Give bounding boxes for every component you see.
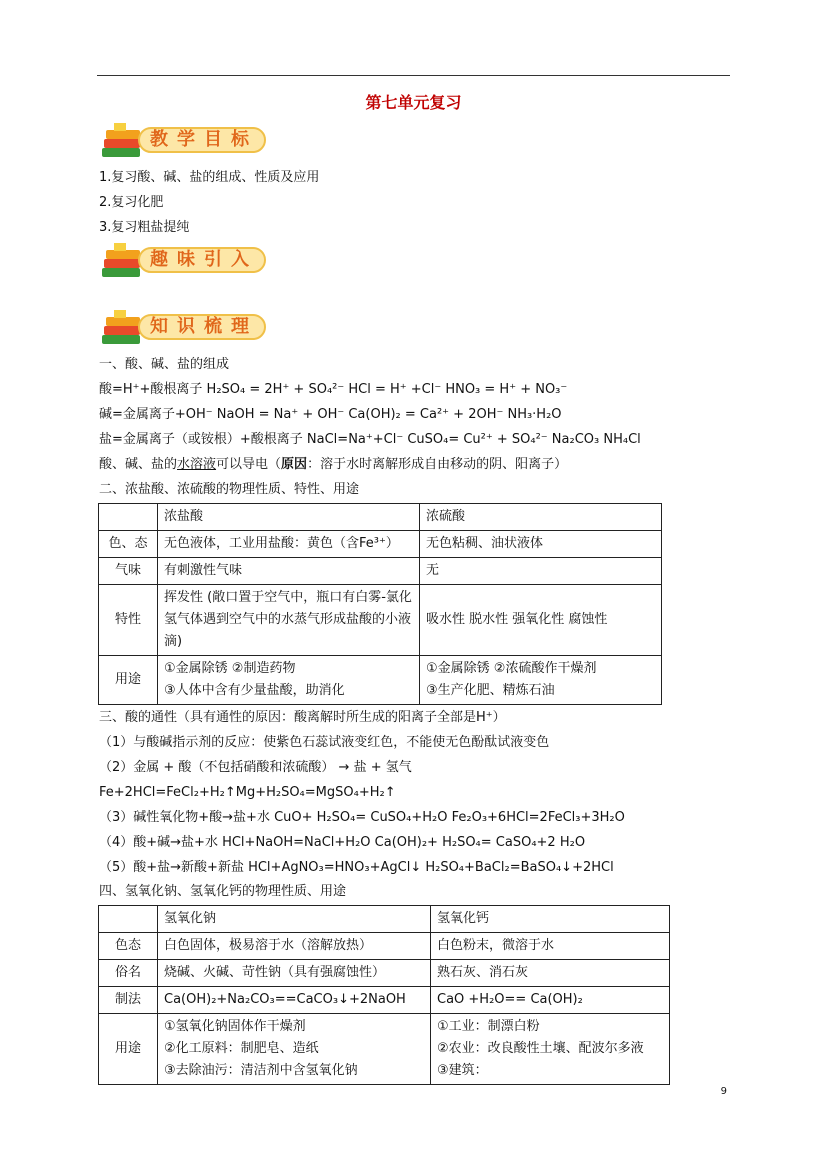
table-cell: Ca(OH)₂+Na₂CO₃==CaCO₃↓+2NaOH <box>158 987 431 1014</box>
acid-property: （4）酸+碱→盐+水 HCl+NaOH=NaCl+H₂O Ca(OH)₂+ H₂SO₄= CaSO₄+2 H₂O <box>99 835 586 850</box>
goal-item: 3.复习粗盐提纯 <box>99 220 190 235</box>
section-heading: 一、酸、碱、盐的组成 <box>99 357 230 372</box>
acid-composition: 酸=H⁺+酸根离子 H₂SO₄ = 2H⁺ + SO₄²⁻ HCl = H⁺ +Cl⁻ HNO₃ = H⁺ + NO₃⁻ <box>99 382 568 397</box>
table-cell: 白色固体，极易溶于水（溶解放热） <box>158 933 431 960</box>
section-heading: 三、酸的通性（具有通性的原因：酸离解时所生成的阳离子全部是H⁺） <box>99 710 506 725</box>
badge-knowledge <box>100 309 270 347</box>
badge-label: 教学目标 <box>150 129 258 150</box>
table-cell: 无 <box>420 558 662 585</box>
table-row <box>99 656 662 705</box>
table-cell: 无色粘稠、油状液体 <box>420 531 662 558</box>
table-cell: ①金属除锈 ②浓硫酸作干燥剂 ③生产化肥、精炼石油 <box>420 656 662 705</box>
goal-item: 2.复习化肥 <box>99 195 164 210</box>
table-row <box>99 960 670 987</box>
table-row <box>99 585 662 656</box>
acid-property: （1）与酸碱指示剂的反应：使紫色石蕊试液变红色，不能使无色酚酞试液变色 <box>99 735 550 750</box>
table-cell: 特性 <box>99 585 158 656</box>
badge-label: 知识梳理 <box>150 316 258 337</box>
table-cell: 烧碱、火碱、苛性钠（具有强腐蚀性） <box>158 960 431 987</box>
conductivity-note: 酸、碱、盐的水溶液可以导电（原因：溶于水时离解形成自由移动的阴、阳离子） <box>99 457 568 472</box>
table-cell: 浓硫酸 <box>420 504 662 531</box>
table-cell: 吸水性 脱水性 强氧化性 腐蚀性 <box>420 585 662 656</box>
table-cell: 白色粉末，微溶于水 <box>431 933 670 960</box>
badge-teaching-goals <box>100 122 270 160</box>
acid-table <box>98 503 662 705</box>
section-heading: 四、氢氧化钠、氢氧化钙的物理性质、用途 <box>99 884 347 899</box>
section-heading: 二、浓盐酸、浓硫酸的物理性质、特性、用途 <box>99 482 360 497</box>
table-cell: 氢氧化钙 <box>431 906 670 933</box>
salt-composition: 盐=金属离子（或铵根）+酸根离子 NaCl=Na⁺+Cl⁻ CuSO₄= Cu²⁺ + SO₄²⁻ Na₂CO₃ NH₄Cl <box>99 432 641 447</box>
table-cell: 色、态 <box>99 531 158 558</box>
table-cell: ①氢氧化钠固体作干燥剂 ②化工原料：制肥皂、造纸 ③去除油污：清洁剂中含氢氧化钠 <box>158 1014 431 1085</box>
acid-property: （3）碱性氧化物+酸→盐+水 CuO+ H₂SO₄= CuSO₄+H₂O Fe₂O₃+6HCl=2FeCl₃+3H₂O <box>99 810 625 825</box>
table-row <box>99 933 670 960</box>
table-header-row <box>99 504 662 531</box>
table-cell: 熟石灰、消石灰 <box>431 960 670 987</box>
table-header-row <box>99 906 670 933</box>
table-cell <box>99 906 158 933</box>
table-row <box>99 558 662 585</box>
badge-label: 趣味引入 <box>150 249 258 270</box>
acid-property: （2）金属 + 酸（不包括硝酸和浓硫酸） → 盐 + 氢气 <box>99 760 412 775</box>
table-cell: 俗名 <box>99 960 158 987</box>
table-cell: 制法 <box>99 987 158 1014</box>
base-table <box>98 905 670 1085</box>
table-cell: ①工业：制漂白粉 ②农业：改良酸性土壤、配波尔多液 ③建筑： <box>431 1014 670 1085</box>
goal-item: 1.复习酸、碱、盐的组成、性质及应用 <box>99 170 320 185</box>
table-row <box>99 531 662 558</box>
table-cell: 有刺激性气味 <box>158 558 420 585</box>
page-number: 9 <box>720 1086 727 1097</box>
base-composition: 碱=金属离子+OH⁻ NaOH = Na⁺ + OH⁻ Ca(OH)₂ = Ca²⁺ + 2OH⁻ NH₃·H₂O <box>99 407 562 422</box>
page-title: 第七单元复习 <box>365 93 462 112</box>
badge-fun-intro <box>100 242 270 280</box>
table-cell: 气味 <box>99 558 158 585</box>
header-rule <box>97 75 730 76</box>
table-row <box>99 987 670 1014</box>
table-cell: 氢氧化钠 <box>158 906 431 933</box>
table-cell: CaO +H₂O== Ca(OH)₂ <box>431 987 670 1014</box>
table-cell: ①金属除锈 ②制造药物 ③人体中含有少量盐酸，助消化 <box>158 656 420 705</box>
table-cell: 用途 <box>99 1014 158 1085</box>
table-cell: 用途 <box>99 656 158 705</box>
acid-property: （5）酸+盐→新酸+新盐 HCl+AgNO₃=HNO₃+AgCl↓ H₂SO₄+BaCl₂=BaSO₄↓+2HCl <box>99 860 614 875</box>
table-cell: 挥发性 (敞口置于空气中，瓶口有白雾-氯化氢气体遇到空气中的水蒸气形成盐酸的小液滴) <box>158 585 420 656</box>
acid-property: Fe+2HCl=FeCl₂+H₂↑Mg+H₂SO₄=MgSO₄+H₂↑ <box>99 785 396 800</box>
table-cell <box>99 504 158 531</box>
table-cell: 浓盐酸 <box>158 504 420 531</box>
table-cell: 无色液体，工业用盐酸：黄色（含Fe³⁺） <box>158 531 420 558</box>
table-cell: 色态 <box>99 933 158 960</box>
table-row <box>99 1014 670 1085</box>
